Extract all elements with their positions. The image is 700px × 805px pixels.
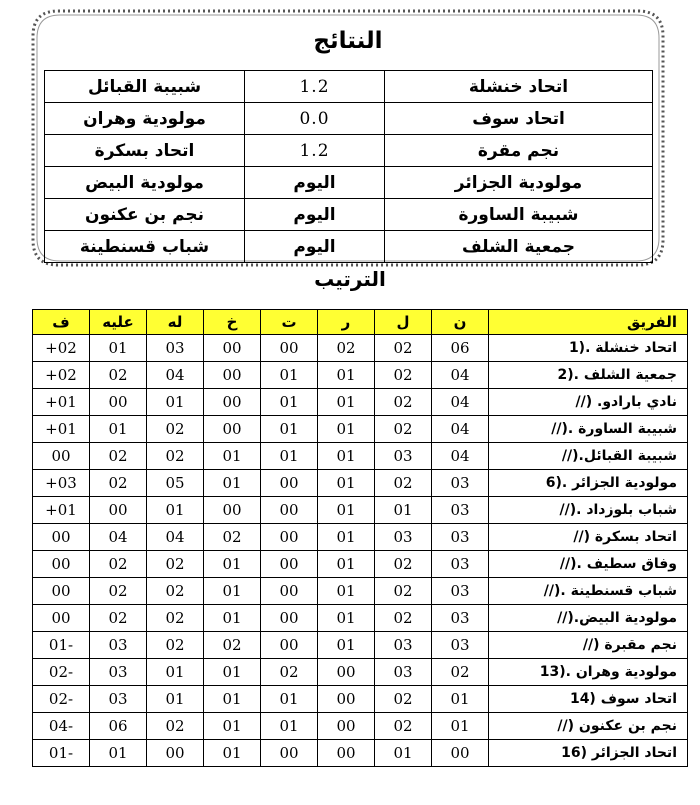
match-row xyxy=(45,231,653,263)
results-title: النتائج xyxy=(313,28,383,54)
cell-gf: 02 xyxy=(147,551,204,578)
cell-gf: 02 xyxy=(147,713,204,740)
cell-diff: +03 xyxy=(33,470,90,497)
standings-row xyxy=(33,416,688,443)
cell-lost: 01 xyxy=(204,740,261,767)
cell-gf: 02 xyxy=(147,578,204,605)
cell-gf: 01 xyxy=(147,497,204,524)
cell-drawn: 00 xyxy=(261,470,318,497)
cell-gf: 00 xyxy=(147,740,204,767)
cell-diff: 00 xyxy=(33,578,90,605)
cell-drawn: 00 xyxy=(261,740,318,767)
away-team: مولودية البيض xyxy=(45,167,245,199)
cell-gf: 01 xyxy=(147,389,204,416)
cell-diff: +02 xyxy=(33,362,90,389)
standings-row xyxy=(33,578,688,605)
cell-diff: +01 xyxy=(33,416,90,443)
team-name: 13). مولودية وهران xyxy=(489,659,688,686)
standings-title: الترتيب xyxy=(314,267,386,291)
match-score: اليوم xyxy=(245,167,385,199)
cell-lost: 00 xyxy=(204,389,261,416)
cell-gf: 03 xyxy=(147,335,204,362)
cell-diff: 01- xyxy=(33,740,90,767)
cell-won: 01 xyxy=(318,470,375,497)
team-name: //). شبيبة الساورة xyxy=(489,416,688,443)
cell-won: 00 xyxy=(318,740,375,767)
match-score: اليوم xyxy=(245,231,385,263)
header-played: ل xyxy=(375,310,432,335)
match-row xyxy=(45,71,653,103)
cell-ga: 03 xyxy=(90,659,147,686)
cell-ga: 01 xyxy=(90,335,147,362)
cell-won: 01 xyxy=(318,605,375,632)
cell-ga: 02 xyxy=(90,362,147,389)
standings-row xyxy=(33,524,688,551)
cell-diff: +01 xyxy=(33,389,90,416)
cell-played: 01 xyxy=(375,740,432,767)
cell-played: 02 xyxy=(375,362,432,389)
away-team: نجم بن عكنون xyxy=(45,199,245,231)
match-row xyxy=(45,135,653,167)
cell-drawn: 00 xyxy=(261,578,318,605)
cell-diff: +01 xyxy=(33,497,90,524)
cell-diff: +02 xyxy=(33,335,90,362)
cell-lost: 00 xyxy=(204,362,261,389)
cell-drawn: 00 xyxy=(261,335,318,362)
standings-row xyxy=(33,335,688,362)
cell-ga: 02 xyxy=(90,443,147,470)
cell-drawn: 00 xyxy=(261,551,318,578)
cell-drawn: 01 xyxy=(261,713,318,740)
cell-gf: 04 xyxy=(147,524,204,551)
cell-drawn: 01 xyxy=(261,686,318,713)
standings-row xyxy=(33,470,688,497)
cell-played: 02 xyxy=(375,335,432,362)
cell-pts: 02 xyxy=(432,659,489,686)
home-team: اتحاد خنشلة xyxy=(385,71,653,103)
cell-played: 02 xyxy=(375,686,432,713)
header-gf: له xyxy=(147,310,204,335)
cell-lost: 01 xyxy=(204,578,261,605)
standings-row xyxy=(33,497,688,524)
cell-drawn: 00 xyxy=(261,605,318,632)
team-name: 2). جمعية الشلف xyxy=(489,362,688,389)
cell-played: 03 xyxy=(375,443,432,470)
standings-row xyxy=(33,551,688,578)
cell-won: 01 xyxy=(318,443,375,470)
cell-played: 02 xyxy=(375,551,432,578)
cell-played: 02 xyxy=(375,605,432,632)
cell-gf: 02 xyxy=(147,416,204,443)
cell-ga: 03 xyxy=(90,632,147,659)
team-name: //). شباب قسنطينة xyxy=(489,578,688,605)
team-name: //).مولودية البيض xyxy=(489,605,688,632)
cell-pts: 03 xyxy=(432,551,489,578)
team-name: 14) اتحاد سوف xyxy=(489,686,688,713)
cell-won: 01 xyxy=(318,362,375,389)
standings-row xyxy=(33,632,688,659)
header-lost: خ xyxy=(204,310,261,335)
cell-lost: 01 xyxy=(204,443,261,470)
cell-ga: 02 xyxy=(90,551,147,578)
standings-row xyxy=(33,443,688,470)
team-name: 6). مولودية الجزائر xyxy=(489,470,688,497)
cell-drawn: 01 xyxy=(261,362,318,389)
cell-won: 02 xyxy=(318,335,375,362)
cell-played: 02 xyxy=(375,713,432,740)
cell-won: 01 xyxy=(318,632,375,659)
cell-pts: 03 xyxy=(432,578,489,605)
cell-diff: 00 xyxy=(33,551,90,578)
home-team: شبيبة الساورة xyxy=(385,199,653,231)
cell-won: 01 xyxy=(318,416,375,443)
cell-lost: 01 xyxy=(204,470,261,497)
cell-ga: 00 xyxy=(90,497,147,524)
cell-won: 01 xyxy=(318,389,375,416)
cell-diff: 02- xyxy=(33,659,90,686)
standings-table xyxy=(32,309,688,767)
cell-ga: 02 xyxy=(90,605,147,632)
cell-ga: 01 xyxy=(90,740,147,767)
cell-pts: 03 xyxy=(432,524,489,551)
cell-lost: 00 xyxy=(204,416,261,443)
standings-row xyxy=(33,740,688,767)
header-ga: عليه xyxy=(90,310,147,335)
cell-ga: 06 xyxy=(90,713,147,740)
cell-ga: 04 xyxy=(90,524,147,551)
header-diff: ف xyxy=(33,310,90,335)
cell-lost: 02 xyxy=(204,632,261,659)
team-name: //) اتحاد بسكرة xyxy=(489,524,688,551)
standings-row xyxy=(33,713,688,740)
cell-won: 01 xyxy=(318,551,375,578)
header-drawn: ت xyxy=(261,310,318,335)
cell-played: 01 xyxy=(375,497,432,524)
cell-ga: 01 xyxy=(90,416,147,443)
cell-ga: 02 xyxy=(90,470,147,497)
cell-lost: 01 xyxy=(204,686,261,713)
cell-lost: 01 xyxy=(204,551,261,578)
cell-drawn: 00 xyxy=(261,497,318,524)
cell-lost: 01 xyxy=(204,605,261,632)
cell-drawn: 01 xyxy=(261,443,318,470)
cell-pts: 04 xyxy=(432,443,489,470)
cell-gf: 02 xyxy=(147,443,204,470)
match-score: 1.2 xyxy=(245,135,385,167)
cell-gf: 02 xyxy=(147,605,204,632)
match-row xyxy=(45,199,653,231)
match-score: 1.2 xyxy=(245,71,385,103)
match-row xyxy=(45,167,653,199)
cell-gf: 02 xyxy=(147,632,204,659)
cell-played: 03 xyxy=(375,659,432,686)
cell-gf: 01 xyxy=(147,686,204,713)
cell-drawn: 00 xyxy=(261,632,318,659)
cell-pts: 04 xyxy=(432,362,489,389)
results-table xyxy=(44,70,653,263)
standings-header-row xyxy=(33,310,688,335)
cell-pts: 01 xyxy=(432,686,489,713)
away-team: اتحاد بسكرة xyxy=(45,135,245,167)
team-name: 16) اتحاد الجزائر xyxy=(489,740,688,767)
header-team: الفريق xyxy=(489,310,688,335)
team-name: //). وفاق سطيف xyxy=(489,551,688,578)
cell-pts: 03 xyxy=(432,605,489,632)
team-name: //).شبيبة القبائل xyxy=(489,443,688,470)
team-name: 1). اتحاد خنشلة xyxy=(489,335,688,362)
standings-row xyxy=(33,686,688,713)
standings-row xyxy=(33,362,688,389)
cell-pts: 00 xyxy=(432,740,489,767)
cell-pts: 04 xyxy=(432,389,489,416)
cell-won: 00 xyxy=(318,686,375,713)
cell-played: 02 xyxy=(375,416,432,443)
cell-lost: 02 xyxy=(204,524,261,551)
team-name: //) نجم بن عكنون xyxy=(489,713,688,740)
away-team: شبيبة القبائل xyxy=(45,71,245,103)
cell-pts: 04 xyxy=(432,416,489,443)
cell-drawn: 01 xyxy=(261,389,318,416)
cell-lost: 00 xyxy=(204,335,261,362)
match-score: 0.0 xyxy=(245,103,385,135)
cell-pts: 03 xyxy=(432,632,489,659)
cell-ga: 02 xyxy=(90,578,147,605)
cell-pts: 03 xyxy=(432,470,489,497)
away-team: مولودية وهران xyxy=(45,103,245,135)
cell-drawn: 02 xyxy=(261,659,318,686)
cell-won: 01 xyxy=(318,578,375,605)
cell-diff: 00 xyxy=(33,524,90,551)
cell-won: 00 xyxy=(318,713,375,740)
standings-row xyxy=(33,605,688,632)
team-name: //). شباب بلوزداد xyxy=(489,497,688,524)
team-name: //) .نادي بارادو xyxy=(489,389,688,416)
cell-ga: 03 xyxy=(90,686,147,713)
results-panel xyxy=(30,8,666,268)
cell-won: 00 xyxy=(318,659,375,686)
standings-row xyxy=(33,389,688,416)
cell-diff: 01- xyxy=(33,632,90,659)
cell-diff: 04- xyxy=(33,713,90,740)
cell-pts: 06 xyxy=(432,335,489,362)
standings-row xyxy=(33,659,688,686)
away-team: شباب قسنطينة xyxy=(45,231,245,263)
cell-ga: 00 xyxy=(90,389,147,416)
cell-played: 02 xyxy=(375,470,432,497)
cell-lost: 01 xyxy=(204,713,261,740)
cell-won: 01 xyxy=(318,497,375,524)
home-team: مولودية الجزائر xyxy=(385,167,653,199)
cell-diff: 00 xyxy=(33,443,90,470)
cell-gf: 04 xyxy=(147,362,204,389)
cell-won: 01 xyxy=(318,524,375,551)
team-name: //) نجم مقبرة xyxy=(489,632,688,659)
cell-played: 03 xyxy=(375,524,432,551)
home-team: جمعية الشلف xyxy=(385,231,653,263)
header-won: ر xyxy=(318,310,375,335)
cell-drawn: 01 xyxy=(261,416,318,443)
cell-gf: 05 xyxy=(147,470,204,497)
cell-played: 03 xyxy=(375,632,432,659)
cell-diff: 02- xyxy=(33,686,90,713)
cell-lost: 01 xyxy=(204,659,261,686)
cell-drawn: 00 xyxy=(261,524,318,551)
home-team: نجم مقرة xyxy=(385,135,653,167)
match-score: اليوم xyxy=(245,199,385,231)
cell-lost: 00 xyxy=(204,497,261,524)
cell-pts: 01 xyxy=(432,713,489,740)
match-row xyxy=(45,103,653,135)
header-pts: ن xyxy=(432,310,489,335)
cell-played: 02 xyxy=(375,389,432,416)
cell-gf: 01 xyxy=(147,659,204,686)
cell-pts: 03 xyxy=(432,497,489,524)
cell-played: 02 xyxy=(375,578,432,605)
home-team: اتحاد سوف xyxy=(385,103,653,135)
cell-diff: 00 xyxy=(33,605,90,632)
